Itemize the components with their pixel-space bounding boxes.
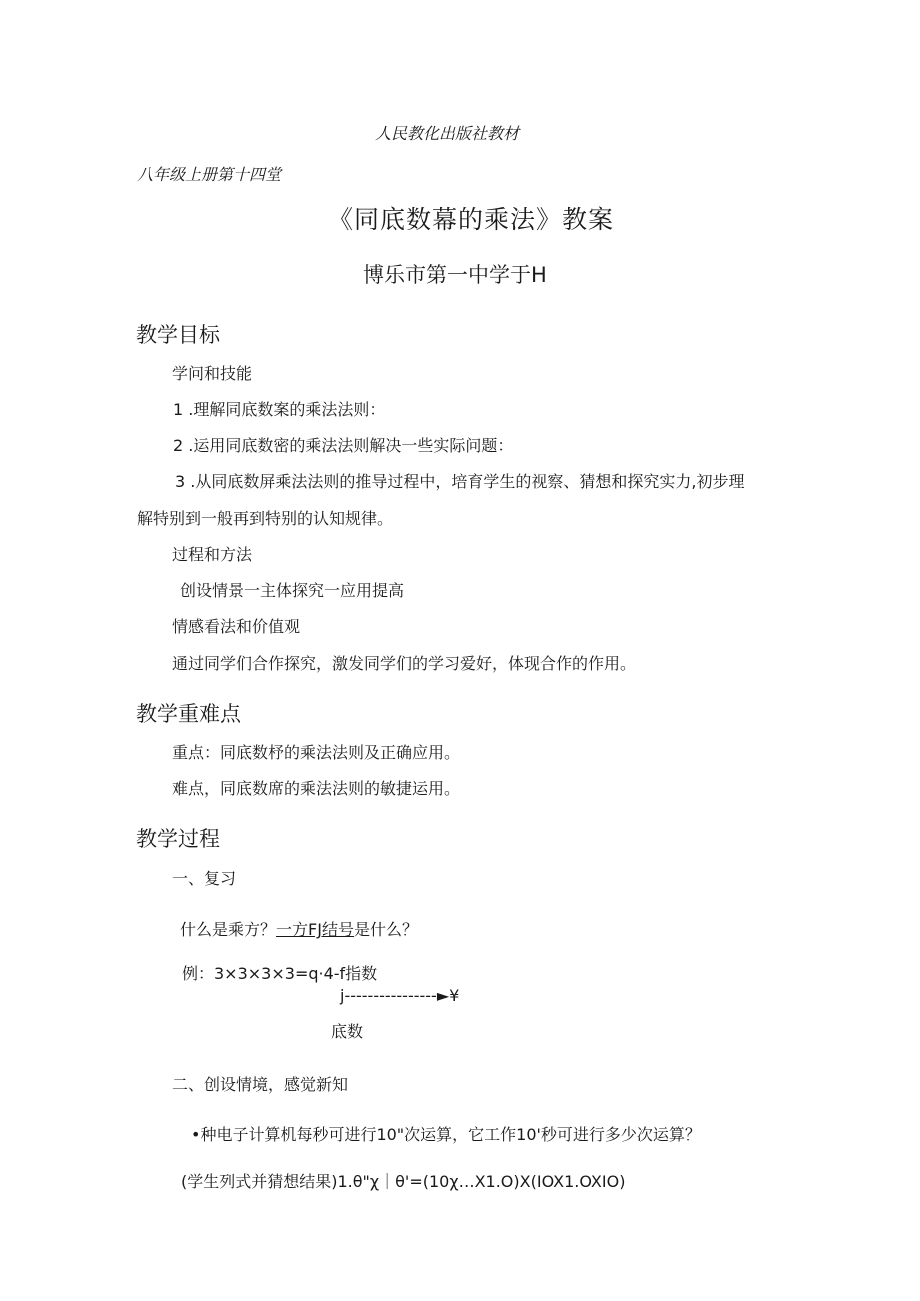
heading-key-points: 教学重难点 <box>136 702 241 726</box>
grade-line: 八年级上册第十四堂 <box>137 165 282 184</box>
process-method: 创设情景一主体探究一应用提高 <box>180 581 405 600</box>
subheading-values: 情感看法和价值观 <box>172 617 301 636</box>
question-part-a: 什么是乘方？ <box>180 920 277 939</box>
objective-item-3-line1: 3 .从同底数屏乘法法则的推导过程中，培育学生的视察、猜想和探究实力,初步理 <box>175 472 745 491</box>
heading-objectives: 教学目标 <box>136 323 220 347</box>
values-text: 通过同学们合作探究，激发同学们的学习爱好，体现合作的作用。 <box>172 654 637 673</box>
review-label: 一、复习 <box>172 869 237 888</box>
difficult-point: 难点，同底数席的乘法法则的敏捷运用。 <box>172 779 461 798</box>
student-formula: (学生列式并猜想结果)1.θ"χ｜θ'=(10χ…X1.O)X(IOX1.OXIO) <box>181 1172 626 1191</box>
objective-item-3-line2: 解特别到一般再到特别的认知规律。 <box>137 509 394 528</box>
objective-item-2: 2 .运用同底数密的乘法法则解决一些实际问题： <box>173 436 514 455</box>
base-label: 底数 <box>331 1022 364 1041</box>
subheading-knowledge: 学问和技能 <box>172 364 253 383</box>
author-line: 博乐市第一中学于H <box>363 263 547 287</box>
heading-process: 教学过程 <box>136 827 220 851</box>
key-point: 重点：同底数杼的乘法法则及正确应用。 <box>172 743 461 762</box>
example-arrow: j----------------►¥ <box>340 986 460 1005</box>
question-part-c: 是什么？ <box>353 920 418 939</box>
subheading-process: 过程和方法 <box>172 545 253 564</box>
objective-item-1: 1 .理解同底数案的乘法法则： <box>173 400 386 419</box>
computer-problem: •种电子计算机每秒可进行10"次运算，它工作10'秒可进行多少次运算？ <box>191 1125 701 1144</box>
review-question <box>180 917 418 940</box>
power-example: 例：3×3×3×3=q·4-f指数 <box>182 964 378 983</box>
publisher-line: 人民教化出版社教材 <box>375 124 520 143</box>
scene-label: 二、创设情境，感觉新知 <box>172 1075 349 1094</box>
document-title: 《同底数幕的乘法》教案 <box>328 205 615 234</box>
question-part-b: 一方FJ结号 <box>276 920 354 939</box>
